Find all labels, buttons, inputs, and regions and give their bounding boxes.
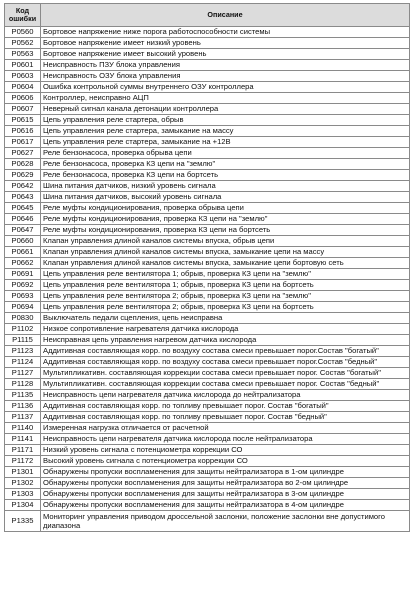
table-row <box>5 38 410 49</box>
table-row <box>5 258 410 269</box>
description-cell: Шина питания датчиков, высокий уровень сигнала <box>41 192 410 203</box>
header-row <box>5 4 410 27</box>
error-code-cell: P1140 <box>5 423 41 434</box>
error-code-cell: P0643 <box>5 192 41 203</box>
error-code-cell: P0617 <box>5 137 41 148</box>
description-cell: Бортовое напряжение имеет низкий уровень <box>41 38 410 49</box>
table-row <box>5 434 410 445</box>
table-row <box>5 302 410 313</box>
error-code-cell: P0692 <box>5 280 41 291</box>
error-code-cell: P0563 <box>5 49 41 60</box>
description-cell: Неисправность ОЗУ блока управления <box>41 71 410 82</box>
description-cell: Контроллер, неисправно АЦП <box>41 93 410 104</box>
table-row <box>5 225 410 236</box>
error-code-cell: P0616 <box>5 126 41 137</box>
description-cell: Реле бензонасоса, проверка КЗ цепи на бортсеть <box>41 170 410 181</box>
error-code-cell: P1127 <box>5 368 41 379</box>
description-cell: Шина питания датчиков, низкий уровень сигнала <box>41 181 410 192</box>
table-row <box>5 324 410 335</box>
table-row <box>5 93 410 104</box>
error-code-cell: P0660 <box>5 236 41 247</box>
table-row <box>5 445 410 456</box>
table-row <box>5 346 410 357</box>
description-cell: Цепь управления реле стартера, обрыв <box>41 115 410 126</box>
description-cell: Мультипликативн. составляющая коррекции состава смеси превышает порог. Состав "бедный" <box>41 379 410 390</box>
table-row <box>5 412 410 423</box>
error-code-cell: P0607 <box>5 104 41 115</box>
table-row <box>5 115 410 126</box>
error-code-cell: P0604 <box>5 82 41 93</box>
table-header <box>5 4 410 27</box>
error-code-cell: P1141 <box>5 434 41 445</box>
error-code-cell: P0629 <box>5 170 41 181</box>
description-cell: Реле муфты кондиционирования, проверка обрыва цепи <box>41 203 410 214</box>
table-row <box>5 60 410 71</box>
table-row <box>5 467 410 478</box>
description-cell: Мониторинг управления приводом дроссельной заслонки, положение заслонки вне допустимого диапазона <box>41 511 410 532</box>
header-description: Описание <box>41 4 410 27</box>
error-code-cell: P0646 <box>5 214 41 225</box>
error-code-cell: P1137 <box>5 412 41 423</box>
table-row <box>5 489 410 500</box>
table-row <box>5 500 410 511</box>
description-cell: Реле бензонасоса, проверка КЗ цепи на "землю" <box>41 159 410 170</box>
description-cell: Обнаружены пропуски воспламенения для защиты нейтрализатора в 4-ом цилиндре <box>41 500 410 511</box>
table-row <box>5 313 410 324</box>
table-row <box>5 247 410 258</box>
description-cell: Цепь управления реле стартера, замыкание на +12В <box>41 137 410 148</box>
table-row <box>5 27 410 38</box>
document-page <box>4 3 409 532</box>
description-cell: Клапан управления длиной каналов системы впуска, замыкание цепи бортовую сеть <box>41 258 410 269</box>
error-code-cell: P0627 <box>5 148 41 159</box>
error-code-cell: P1172 <box>5 456 41 467</box>
table-row <box>5 126 410 137</box>
table-row <box>5 181 410 192</box>
description-cell: Неисправная цепь управления нагревом датчика кислорода <box>41 335 410 346</box>
table-row <box>5 456 410 467</box>
description-cell: Неисправность цепи нагревателя датчика кислорода до нейтрализатора <box>41 390 410 401</box>
error-code-cell: P1303 <box>5 489 41 500</box>
error-code-cell: P1136 <box>5 401 41 412</box>
table-row <box>5 357 410 368</box>
description-cell: Цепь управления реле вентилятора 2; обрыв, проверка КЗ цепи на "землю" <box>41 291 410 302</box>
error-code-cell: P1304 <box>5 500 41 511</box>
table-row <box>5 478 410 489</box>
description-cell: Клапан управления длиной каналов системы впуска, обрыв цепи <box>41 236 410 247</box>
table-row <box>5 159 410 170</box>
description-cell: Аддитивная составляющая корр. по воздуху состава смеси превышает порог.Состав "богатый" <box>41 346 410 357</box>
error-code-cell: P1102 <box>5 324 41 335</box>
table-row <box>5 335 410 346</box>
table-row <box>5 170 410 181</box>
error-code-cell: P1115 <box>5 335 41 346</box>
error-code-cell: P0603 <box>5 71 41 82</box>
header-code: Код ошибки <box>5 4 41 27</box>
table-row <box>5 49 410 60</box>
error-code-cell: P0661 <box>5 247 41 258</box>
description-cell: Реле бензонасоса, проверка обрыва цепи <box>41 148 410 159</box>
table-row <box>5 192 410 203</box>
description-cell: Высокий уровень сигнала с потенциометра коррекции СО <box>41 456 410 467</box>
table-row <box>5 390 410 401</box>
description-cell: Обнаружены пропуски воспламенения для защиты нейтрализатора в 3-ом цилиндре <box>41 489 410 500</box>
error-code-cell: P1124 <box>5 357 41 368</box>
error-code-cell: P0645 <box>5 203 41 214</box>
description-cell: Бортовое напряжение ниже порога работоспособности системы <box>41 27 410 38</box>
description-cell: Аддитивная составляющая корр. по воздуху состава смеси превышает порог.Состав "бедный" <box>41 357 410 368</box>
error-code-cell: P1335 <box>5 511 41 532</box>
description-cell: Неисправность цепи нагревателя датчика кислорода после нейтрализатора <box>41 434 410 445</box>
description-cell: Цепь управления реле вентилятора 1; обрыв, проверка КЗ цепи на бортсеть <box>41 280 410 291</box>
table-row <box>5 148 410 159</box>
error-code-cell: P0691 <box>5 269 41 280</box>
description-cell: Выключатель педали сцепления, цепь неисправна <box>41 313 410 324</box>
error-code-cell: P0560 <box>5 27 41 38</box>
table-row <box>5 368 410 379</box>
description-cell: Аддитивная составляющая корр. по топливу превышает порог. Состав "бедный" <box>41 412 410 423</box>
description-cell: Реле муфты кондиционирования, проверка КЗ цепи на бортсеть <box>41 225 410 236</box>
error-code-table <box>4 3 410 532</box>
error-code-cell: P0693 <box>5 291 41 302</box>
table-row <box>5 203 410 214</box>
table-row <box>5 511 410 532</box>
description-cell: Измеренная нагрузка отличается от расчетной <box>41 423 410 434</box>
table-row <box>5 269 410 280</box>
table-row <box>5 214 410 225</box>
error-code-cell: P0694 <box>5 302 41 313</box>
error-code-cell: P1302 <box>5 478 41 489</box>
error-code-cell: P0628 <box>5 159 41 170</box>
error-code-cell: P0601 <box>5 60 41 71</box>
error-code-cell: P1128 <box>5 379 41 390</box>
description-cell: Аддитивная составляющая корр. по топливу превышает порог. Состав "богатый" <box>41 401 410 412</box>
description-cell: Обнаружены пропуски воспламенения для защиты нейтрализатора в 1-ом цилиндре <box>41 467 410 478</box>
table-row <box>5 291 410 302</box>
error-code-cell: P0830 <box>5 313 41 324</box>
description-cell: Цепь управления реле вентилятора 2; обрыв, проверка КЗ цепи на бортсеть <box>41 302 410 313</box>
description-cell: Низкий уровень сигнала с потенциометра коррекции СО <box>41 445 410 456</box>
description-cell: Мультипликативн. составляющая коррекции состава смеси превышает порог. Состав "богатый" <box>41 368 410 379</box>
table-row <box>5 104 410 115</box>
description-cell: Неверный сигнал канала детонации контроллера <box>41 104 410 115</box>
table-row <box>5 401 410 412</box>
table-row <box>5 423 410 434</box>
table-row <box>5 236 410 247</box>
error-code-cell: P1123 <box>5 346 41 357</box>
table-body <box>5 27 410 532</box>
table-row <box>5 137 410 148</box>
table-row <box>5 71 410 82</box>
table-row <box>5 379 410 390</box>
table-row <box>5 82 410 93</box>
description-cell: Низкое сопротивление нагревателя датчика кислорода <box>41 324 410 335</box>
error-code-cell: P0647 <box>5 225 41 236</box>
error-code-cell: P0615 <box>5 115 41 126</box>
description-cell: Ошибка контрольной суммы внутреннего ОЗУ контроллера <box>41 82 410 93</box>
description-cell: Цепь управления реле вентилятора 1; обрыв, проверка КЗ цепи на "землю" <box>41 269 410 280</box>
description-cell: Неисправность ПЗУ блока управления <box>41 60 410 71</box>
description-cell: Обнаружены пропуски воспламенения для защиты нейтрализатора во 2-ом цилиндре <box>41 478 410 489</box>
description-cell: Бортовое напряжение имеет высокий уровень <box>41 49 410 60</box>
error-code-cell: P0606 <box>5 93 41 104</box>
description-cell: Клапан управления длиной каналов системы впуска, замыкание цепи на массу <box>41 247 410 258</box>
table-row <box>5 280 410 291</box>
error-code-cell: P1301 <box>5 467 41 478</box>
description-cell: Реле муфты кондиционирования, проверка КЗ цепи на "землю" <box>41 214 410 225</box>
description-cell: Цепь управления реле стартера, замыкание на массу <box>41 126 410 137</box>
error-code-cell: P0662 <box>5 258 41 269</box>
error-code-cell: P1171 <box>5 445 41 456</box>
error-code-cell: P0642 <box>5 181 41 192</box>
error-code-cell: P0562 <box>5 38 41 49</box>
error-code-cell: P1135 <box>5 390 41 401</box>
